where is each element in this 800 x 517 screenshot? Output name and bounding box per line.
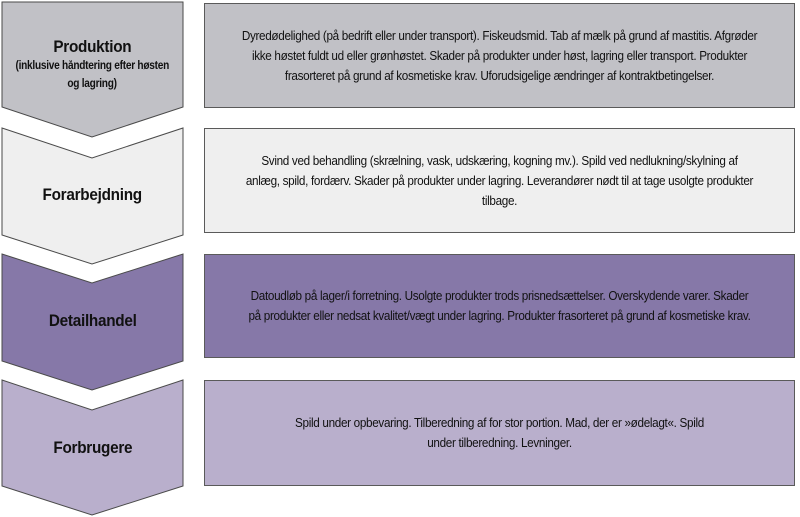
stage-title: Detailhandel [48, 311, 137, 330]
description-box-forarbejdning [204, 128, 795, 233]
description-box-forbrugere [204, 380, 795, 486]
description-text: Dyredødelighed (på bedrift eller under transport). Fiskeudsmid. Tab af mælk på grund af mastitis. Afgrøder ikke høstet fuldt ud eller grønhøstet. Skader på produkter under høst, lagring eller transport. Produkter frasorteret på grund af kosmetiske krav. Uforudsigelige ændringer af kontraktbetingelser. [241, 28, 758, 83]
stage-title: Forarbejdning [42, 185, 143, 204]
stage-label-forbrugere [2, 433, 183, 463]
stage-label-forarbejdning [2, 180, 183, 210]
description-text: Svind ved behandling (skrælning, vask, udskæring, kogning mv.). Spild ved nedlukning/skylning af anlæg, spild, fordærv. Skader på produkter under lagring. Leverandører nødt til at tage usolgte produkter tilbage. [245, 153, 754, 208]
description-text: Spild under opbevaring. Tilberedning af for stor portion. Mad, der er »ødelagt«. Spild under tilberedning. Levninger. [295, 416, 704, 450]
description-text: Datoudløb på lager/i forretning. Usolgte produkter trods prisnedsættelser. Overskydende varer. Skader på produkter eller nedsat kvalitet/vægt under lagring. Produkter frasorteret på grund af kosmetiske krav. [248, 289, 751, 323]
stage-title: Forbrugere [53, 438, 132, 457]
description-box-produktion [204, 3, 795, 108]
stage-label-produktion [2, 30, 183, 100]
stage-subtitle: (inklusive håndtering efter høsten [15, 60, 170, 72]
description-box-detailhandel [204, 254, 795, 358]
stage-title: Produktion [53, 37, 132, 56]
stage-label-detailhandel [2, 306, 183, 336]
stage-subtitle: og lagring) [67, 78, 118, 90]
